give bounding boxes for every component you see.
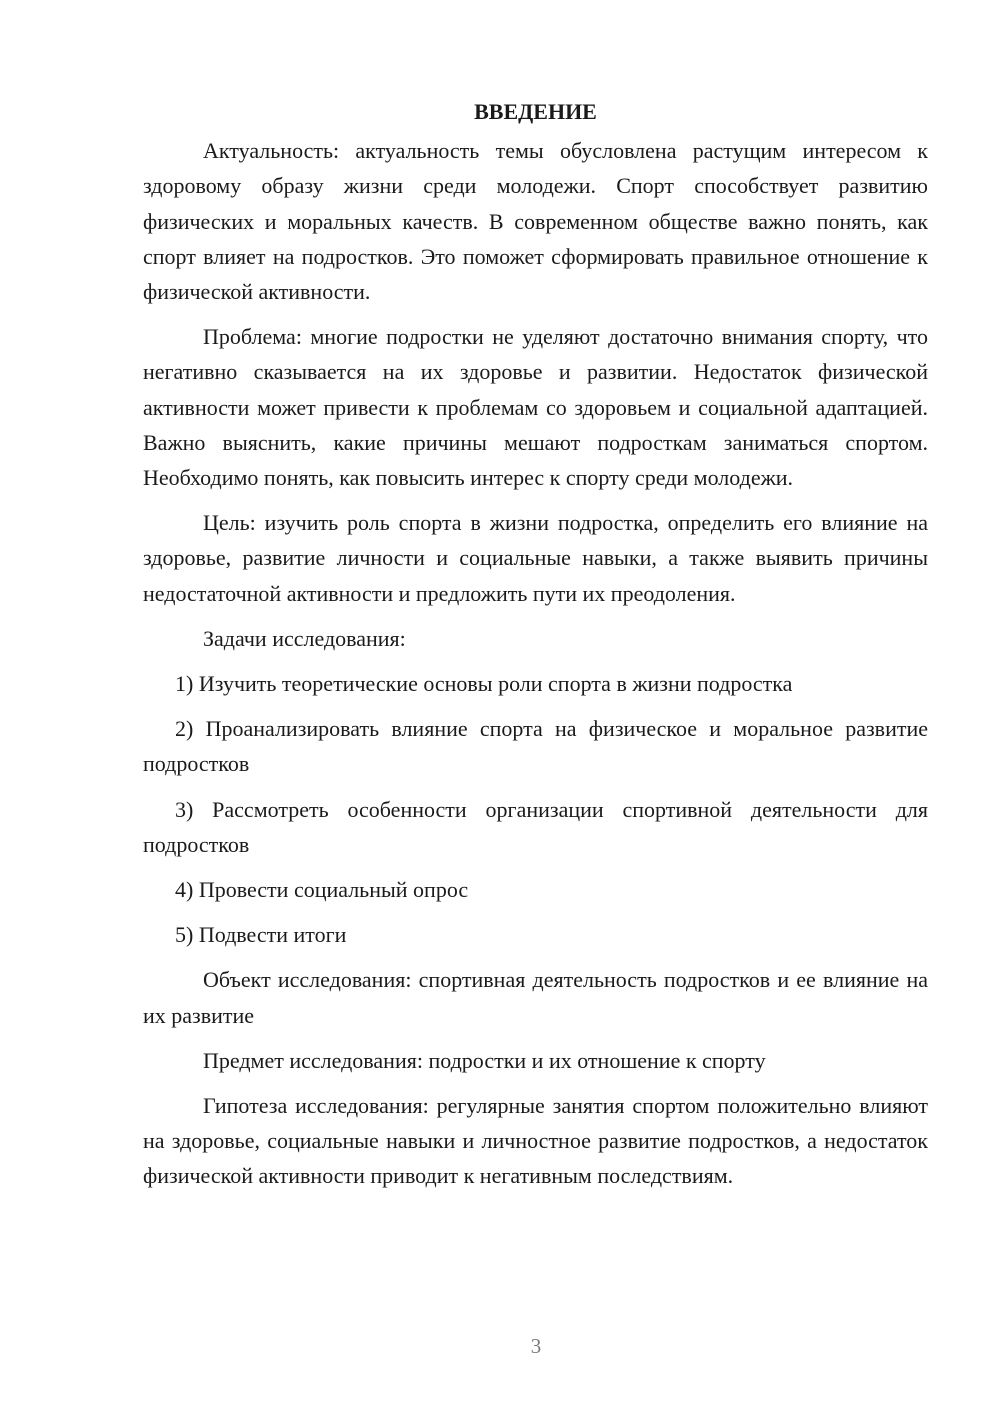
paragraph-problem: Проблема: многие подростки не уделяют достаточно внимания спорту, что негативно сказывается на их здоровье и развитии. Недостаток физической активности может привести к проблемам со здоровьем и социальной адаптацией. Важно выяснить, какие причины мешают подросткам заниматься спортом. Необходимо понять, как повысить интерес к спорту среди молодежи.	[143, 324, 928, 491]
section-title: ВВЕДЕНИЕ	[474, 99, 597, 124]
paragraph-object: Объект исследования: спортивная деятельность подростков и ее влияние на их развитие	[143, 967, 928, 1028]
task-item-5: 5) Подвести итоги	[175, 922, 347, 948]
paragraph-hypothesis: Гипотеза исследования: регулярные занятия спортом положительно влияют на здоровье, социальные навыки и личностное развитие подростков, а недостаток физической активности приводит к негативным последствиям.	[143, 1093, 928, 1189]
paragraph-subject: Предмет исследования: подростки и их отношение к спорту	[203, 1047, 766, 1073]
paragraph-goal: Цель: изучить роль спорта в жизни подростка, определить его влияние на здоровье, развитие личности и социальные навыки, а также выявить причины недостаточной активности и предложить пути их преодоления.	[143, 510, 928, 606]
task-item-2: 2) Проанализировать влияние спорта на физическое и моральное развитие подростков	[143, 716, 928, 777]
task-item-3: 3) Рассмотреть особенности организации спортивной деятельности для подростков	[143, 796, 928, 857]
task-item-1: 1) Изучить теоретические основы роли спорта в жизни подростка	[175, 671, 793, 697]
document-body	[143, 94, 928, 1204]
paragraph-relevance: Актуальность: актуальность темы обусловлена растущим интересом к здоровому образу жизни среди молодежи. Спорт способствует развитию физических и моральных качеств. В современном обществе важно понять, как спорт влияет на подростков. Это поможет сформировать правильное отношение к физической активности.	[143, 138, 928, 305]
page-number: 3	[530, 1334, 542, 1358]
paragraph-tasks-heading: Задачи исследования:	[203, 625, 406, 651]
task-item-4: 4) Провести социальный опрос	[175, 877, 469, 903]
